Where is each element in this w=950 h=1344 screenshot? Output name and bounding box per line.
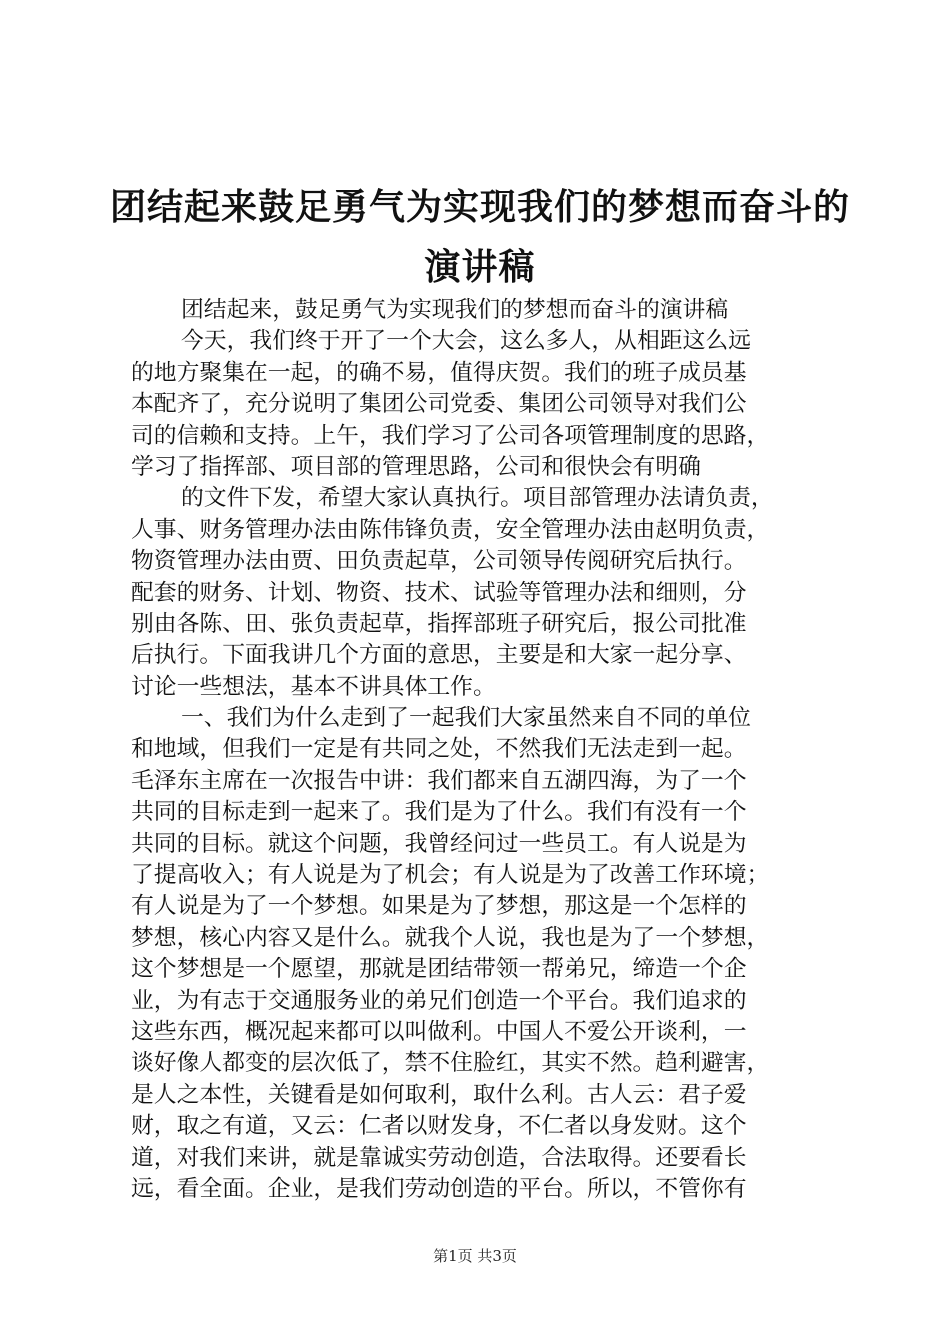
body-text-line: 一、我们为什么走到了一起我们大家虽然来自不同的单位 — [181, 705, 751, 732]
body-text-line: 今天，我们终于开了一个大会，这么多人，从相距这么远 — [181, 328, 751, 355]
body-text-line: 共同的目标走到一起来了。我们是为了什么。我们有没有一个 — [131, 799, 747, 826]
body-text-line: 业，为有志于交通服务业的弟兄们创造一个平台。我们追求的 — [131, 987, 747, 1014]
body-text-line: 别由各陈、田、张负责起草，指挥部班子研究后，报公司批准 — [131, 610, 747, 637]
body-text-line: 物资管理办法由贾、田负责起草，公司领导传阅研究后执行。 — [131, 548, 747, 575]
body-text-line: 人事、财务管理办法由陈伟锋负责，安全管理办法由赵明负责， — [131, 516, 770, 543]
body-text-line: 的地方聚集在一起，的确不易，值得庆贺。我们的班子成员基 — [131, 359, 747, 386]
body-text-line: 谈好像人都变的层次低了，禁不住脸红，其实不然。趋利避害， — [131, 1050, 770, 1077]
body-text-line: 学习了指挥部、项目部的管理思路，公司和很快会有明确 — [131, 453, 701, 480]
body-text-line: 远，看全面。企业，是我们劳动创造的平台。所以，不管你有 — [131, 1175, 747, 1202]
body-text-line: 的文件下发，希望大家认真执行。项目部管理办法请负责， — [181, 485, 774, 512]
body-text-line: 了提高收入；有人说是为了机会；有人说是为了改善工作环境； — [131, 862, 770, 889]
body-text-line: 这些东西，概况起来都可以叫做利。中国人不爱公开谈利，一 — [131, 1018, 747, 1045]
body-text-line: 讨论一些想法，基本不讲具体工作。 — [131, 673, 496, 700]
body-text-line: 本配齐了，充分说明了集团公司党委、集团公司领导对我们公 — [131, 391, 747, 418]
body-text-line: 梦想，核心内容又是什么。就我个人说，我也是为了一个梦想， — [131, 924, 770, 951]
body-text-line: 道，对我们来讲，就是靠诚实劳动创造，合法取得。还要看长 — [131, 1144, 747, 1171]
body-text-line: 这个梦想是一个愿望，那就是团结带领一帮弟兄，缔造一个企 — [131, 956, 747, 983]
body-text-line: 是人之本性，关键看是如何取利，取什么利。古人云：君子爱 — [131, 1081, 747, 1108]
body-text-line: 和地域，但我们一定是有共同之处，不然我们无法走到一起。 — [131, 736, 747, 763]
body-text-line: 财，取之有道，又云：仁者以财发身，不仁者以身发财。这个 — [131, 1113, 747, 1140]
body-text-line: 司的信赖和支持。上午，我们学习了公司各项管理制度的思路， — [131, 422, 770, 449]
body-text-line: 配套的财务、计划、物资、技术、试验等管理办法和细则，分 — [131, 579, 747, 606]
body-text-line: 后执行。下面我讲几个方面的意思，主要是和大家一起分享、 — [131, 642, 747, 669]
document-title-line-2: 演讲稿 — [424, 246, 536, 288]
page-footer: 第1页 共3页 — [433, 1247, 517, 1265]
body-text-line: 共同的目标。就这个问题，我曾经问过一些员工。有人说是为 — [131, 830, 747, 857]
body-text-line: 有人说是为了一个梦想。如果是为了梦想，那这是一个怎样的 — [131, 893, 747, 920]
body-text-line: 毛泽东主席在一次报告中讲：我们都来自五湖四海，为了一个 — [131, 767, 747, 794]
document-title-line-1: 团结起来鼓足勇气为实现我们的梦想而奋斗的 — [110, 186, 851, 228]
document-body — [131, 295, 831, 1205]
body-text-line: 团结起来，鼓足勇气为实现我们的梦想而奋斗的演讲稿 — [181, 297, 729, 323]
